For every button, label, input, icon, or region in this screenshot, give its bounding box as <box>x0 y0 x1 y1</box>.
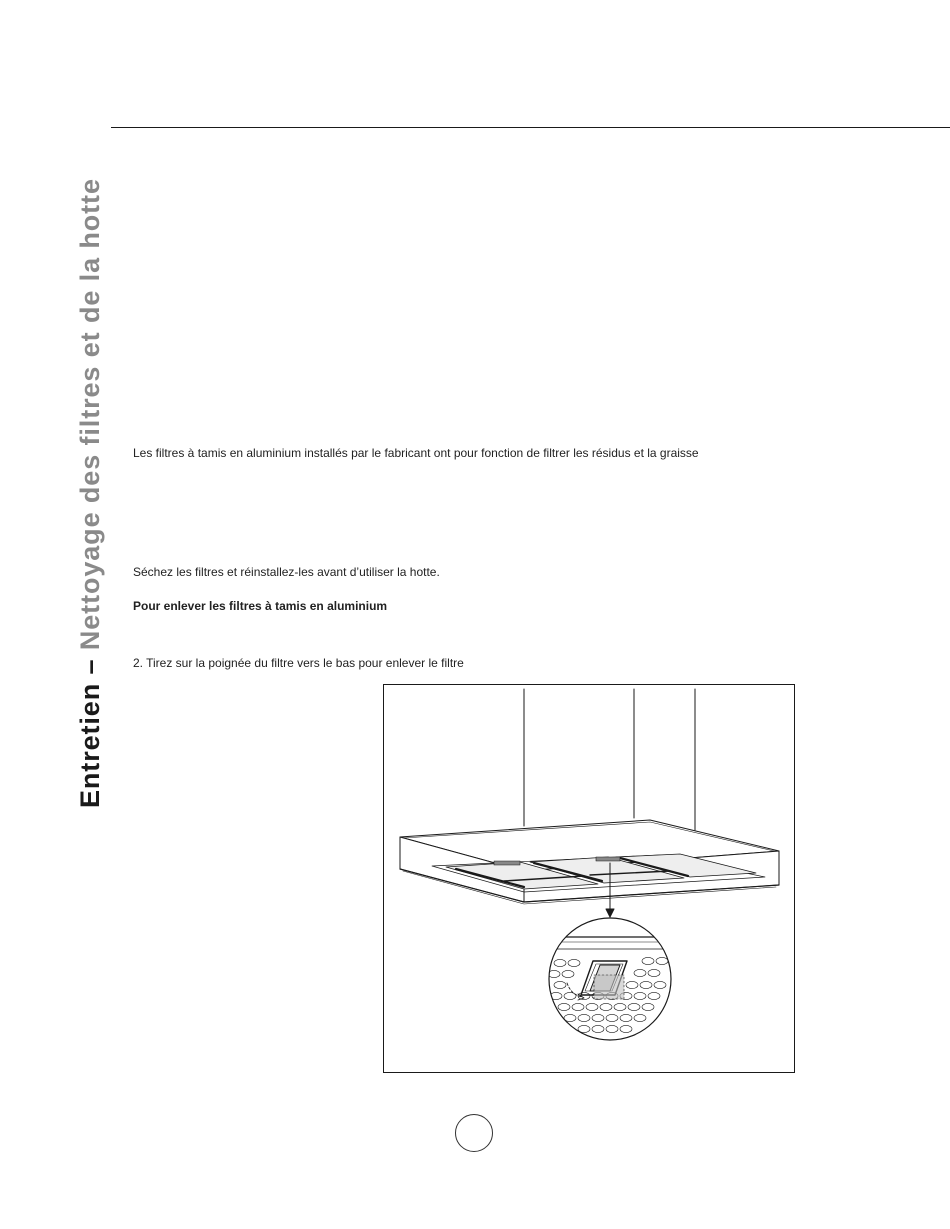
heading-remove-filters: Pour enlever les filtres à tamis en aluminium <box>133 599 388 613</box>
chimney-lines <box>524 689 695 830</box>
range-hood-illustration <box>383 684 795 1073</box>
page-number-circle <box>455 1114 493 1152</box>
section-title-sub: Nettoyage des filtres et de la hotte <box>75 178 105 651</box>
paragraph-filters-intro: Les filtres à tamis en aluminium installés par le fabricant ont pour fonction de filtrer les résidus et la graisse <box>133 446 699 460</box>
section-title-main: Entretien <box>75 682 105 808</box>
filter-handle-detail <box>544 918 679 1040</box>
section-title-dash: – <box>75 650 105 683</box>
step-2-text: 2. Tirez sur la poignée du filtre vers le bas pour enlever le filtre <box>133 656 464 670</box>
paragraph-dry-reinstall: Séchez les filtres et réinstallez-les avant d’utiliser la hotte. <box>133 565 440 579</box>
header-rule <box>111 127 950 128</box>
section-title-vertical <box>74 178 106 808</box>
